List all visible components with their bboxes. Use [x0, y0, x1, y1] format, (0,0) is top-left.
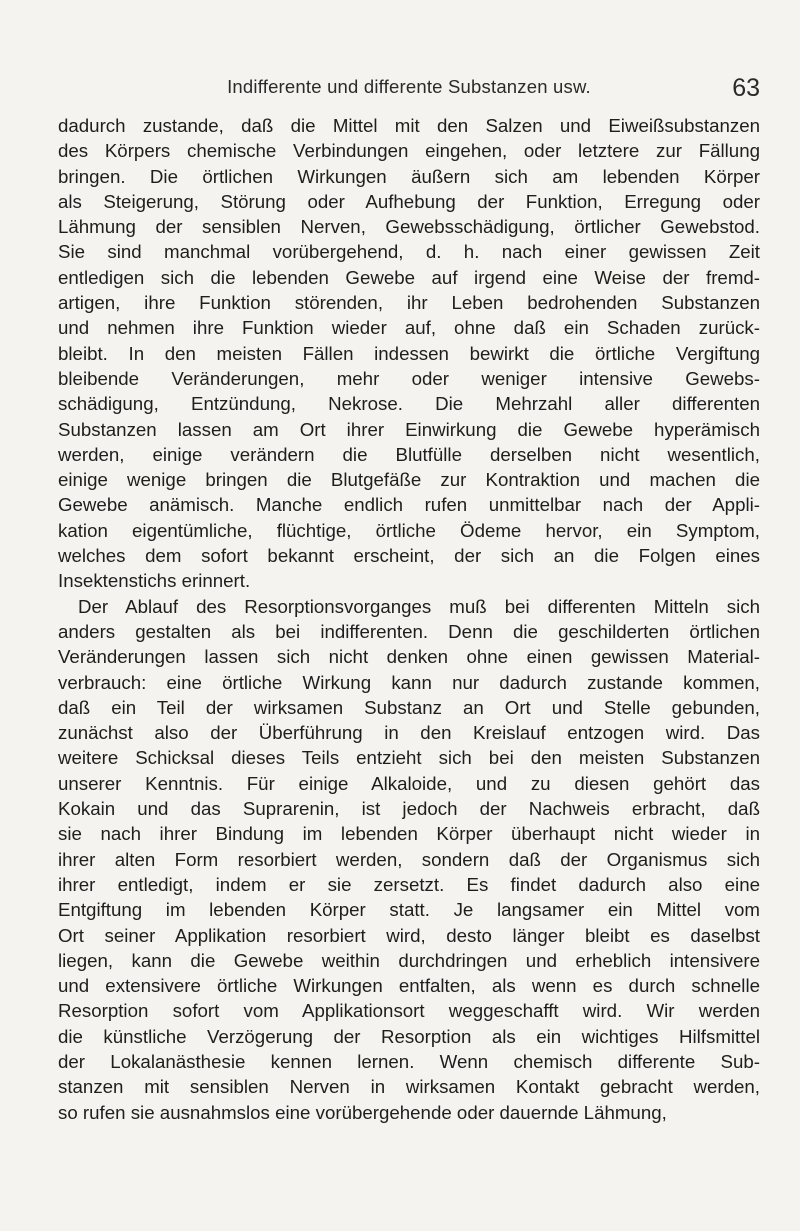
text-line: dadurch zustande, daß die Mittel mit den Salzen und Eiweißsubstanzen: [58, 115, 760, 136]
text-line: sie nach ihrer Bindung im lebenden Körper überhaupt nicht wieder in: [58, 823, 760, 845]
text-line: bringen. Die örtlichen Wirkungen äußern sich am lebenden Körper: [58, 165, 760, 187]
text-line: Kokain und das Suprarenin, ist jedoch der Nachweis erbracht, daß: [58, 798, 760, 820]
text-line: einige wenige bringen die Blutgefäße zur Kontraktion und machen die: [58, 469, 760, 491]
running-head: [58, 76, 760, 106]
text-line: und nehmen ihre Funktion wieder auf, ohne daß ein Schaden zurück-: [58, 317, 760, 339]
text-line: Insektenstichs erinnert.: [58, 570, 251, 592]
text-line: zunächst also der Überführung in den Kreislauf entzogen wird. Das: [58, 722, 760, 744]
page-number: 63: [732, 74, 760, 102]
text-line: ihrer alten Form resorbiert werden, sondern daß der Organismus sich: [58, 848, 760, 870]
text-line: Entgiftung im lebenden Körper statt. Je langsamer ein Mittel vom: [58, 899, 760, 921]
text-line: der Lokalanästhesie kennen lernen. Wenn chemisch differente Sub-: [58, 1050, 760, 1072]
text-line: entledigen sich die lebenden Gewebe auf irgend eine Weise der fremd-: [58, 266, 760, 288]
text-line: Lähmung der sensiblen Nerven, Gewebsschädigung, örtlicher Gewebstod.: [58, 216, 760, 238]
text-line: so rufen sie ausnahmslos eine vorübergehende oder dauernde Lähmung,: [58, 1101, 667, 1123]
text-line: bleibt. In den meisten Fällen indessen bewirkt die örtliche Vergiftung: [58, 342, 760, 364]
text-line: Der Ablauf des Resorptionsvorganges muß bei differenten Mitteln sich: [78, 595, 760, 617]
text-line: bleibende Veränderungen, mehr oder weniger intensive Gewebs-: [58, 367, 760, 389]
text-line: werden, einige verändern die Blutfülle derselben nicht wesentlich,: [58, 443, 760, 465]
text-line: stanzen mit sensiblen Nerven in wirksamen Kontakt gebracht werden,: [58, 1076, 760, 1098]
text-line: artigen, ihre Funktion störenden, ihr Leben bedrohenden Substanzen: [58, 292, 760, 314]
text-line: welches dem sofort bekannt erscheint, der sich an die Folgen eines: [58, 545, 760, 567]
text-line: weitere Schicksal dieses Teils entzieht sich bei den meisten Substanzen: [58, 747, 760, 769]
text-line: Substanzen lassen am Ort ihrer Einwirkung die Gewebe hyperämisch: [58, 418, 760, 440]
text-line: liegen, kann die Gewebe weithin durchdringen und erheblich intensivere: [58, 949, 760, 971]
text-line: daß ein Teil der wirksamen Substanz an Ort und Stelle gebunden,: [58, 696, 760, 718]
text-line: als Steigerung, Störung oder Aufhebung der Funktion, Erregung oder: [58, 190, 760, 212]
text-line: Veränderungen lassen sich nicht denken ohne einen gewissen Material-: [58, 646, 760, 668]
text-line: Ort seiner Applikation resorbiert wird, desto länger bleibt es daselbst: [58, 924, 760, 946]
text-line: die künstliche Verzögerung der Resorption als ein wichtiges Hilfsmittel: [58, 1025, 760, 1047]
text-line: Resorption sofort vom Applikationsort weggeschafft wird. Wir werden: [58, 1000, 760, 1022]
text-line: Gewebe anämisch. Manche endlich rufen unmittelbar nach der Appli-: [58, 494, 760, 516]
running-title: Indifferente und differente Substanzen usw.: [227, 76, 591, 97]
text-line: unserer Kenntnis. Für einige Alkaloide, und zu diesen gehört das: [58, 772, 760, 794]
text-line: verbrauch: eine örtliche Wirkung kann nur dadurch zustande kommen,: [58, 671, 760, 693]
text-line: ihrer entledigt, indem er sie zersetzt. Es findet dadurch also eine: [58, 873, 760, 895]
text-line: Sie sind manchmal vorübergehend, d. h. nach einer gewissen Zeit: [58, 241, 760, 263]
text-line: anders gestalten als bei indifferenten. Denn die geschilderten örtlichen: [58, 620, 760, 642]
text-line: und extensivere örtliche Wirkungen entfalten, als wenn es durch schnelle: [58, 975, 760, 997]
text-line: schädigung, Entzündung, Nekrose. Die Mehrzahl aller differenten: [58, 393, 760, 415]
text-line: kation eigentümliche, flüchtige, örtliche Ödeme hervor, ein Symptom,: [58, 519, 760, 541]
text-line: des Körpers chemische Verbindungen eingehen, oder letztere zur Fällung: [58, 140, 760, 162]
body-text: [58, 113, 760, 1125]
